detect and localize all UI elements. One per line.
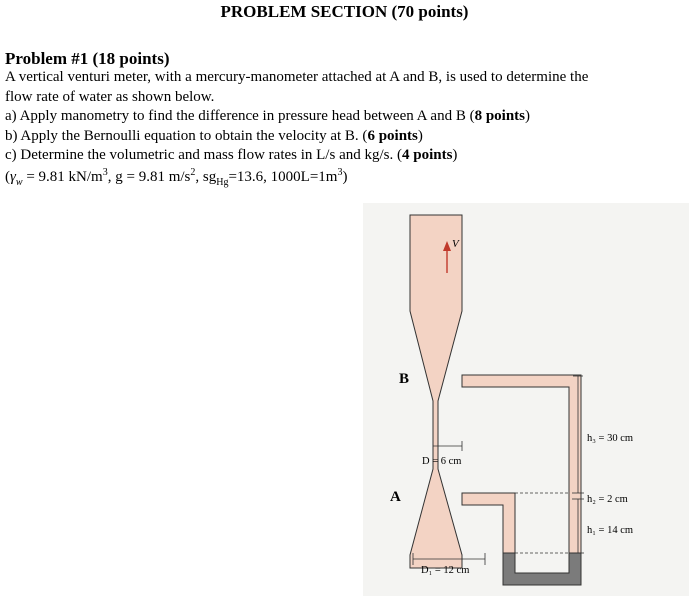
part-b-text: b) Apply the Bernoulli equation to obtain the velocity at B. ( [5, 128, 368, 144]
gamma-symbol: γ [10, 169, 16, 185]
part-a-points: 8 points [474, 108, 526, 124]
part-c [5, 147, 457, 164]
square-superscript: 2 [190, 167, 196, 178]
problem-intro-line-2: flow rate of water as shown below. [5, 89, 215, 105]
constants-open: ( [5, 169, 10, 185]
venturi-figure [363, 203, 689, 596]
part-a-close: ) [525, 108, 531, 124]
gamma-value: = 9.81 kN/m [22, 169, 103, 185]
h2-label: h₂ = 2 cm [587, 494, 628, 505]
g-value: , g = 9.81 m/s [107, 169, 191, 185]
throat-diameter-label: D = 6 cm [422, 456, 462, 467]
part-b [5, 128, 423, 145]
venturi-diagram [363, 203, 689, 596]
cube-superscript-2: 3 [337, 167, 343, 178]
hg-subscript: Hg [216, 177, 229, 188]
part-c-points: 4 points [401, 147, 453, 163]
given-constants [5, 167, 347, 188]
part-c-close: ) [452, 147, 458, 163]
sg-label: , sg [195, 169, 217, 185]
sg-value: =13.6, 1000L=1m [228, 169, 338, 185]
point-a-label: A [390, 489, 401, 505]
part-c-text: c) Determine the volumetric and mass flow rates in L/s and kg/s. ( [5, 147, 402, 163]
cube-superscript: 3 [102, 167, 108, 178]
part-a-text: a) Apply manometry to find the difference in pressure head between A and B ( [5, 108, 475, 124]
part-b-points: 6 points [367, 128, 418, 144]
constants-close: ) [342, 169, 348, 185]
point-b-label: B [399, 371, 410, 387]
h3-label: h₃ = 30 cm [587, 433, 634, 444]
velocity-label: V [452, 238, 459, 250]
part-b-close: ) [417, 128, 423, 144]
page-title: PROBLEM SECTION (70 points) [220, 2, 469, 21]
gamma-subscript: w [15, 177, 23, 188]
part-a [5, 108, 530, 125]
h1-label: h₁ = 14 cm [587, 525, 634, 536]
problem-intro-line-1: A vertical venturi meter, with a mercury-manometer attached at A and B, is used to determine the [5, 69, 589, 85]
problem-title: Problem #1 (18 points) [5, 49, 170, 68]
inlet-diameter-label: D₁ = 12 cm [421, 565, 470, 576]
